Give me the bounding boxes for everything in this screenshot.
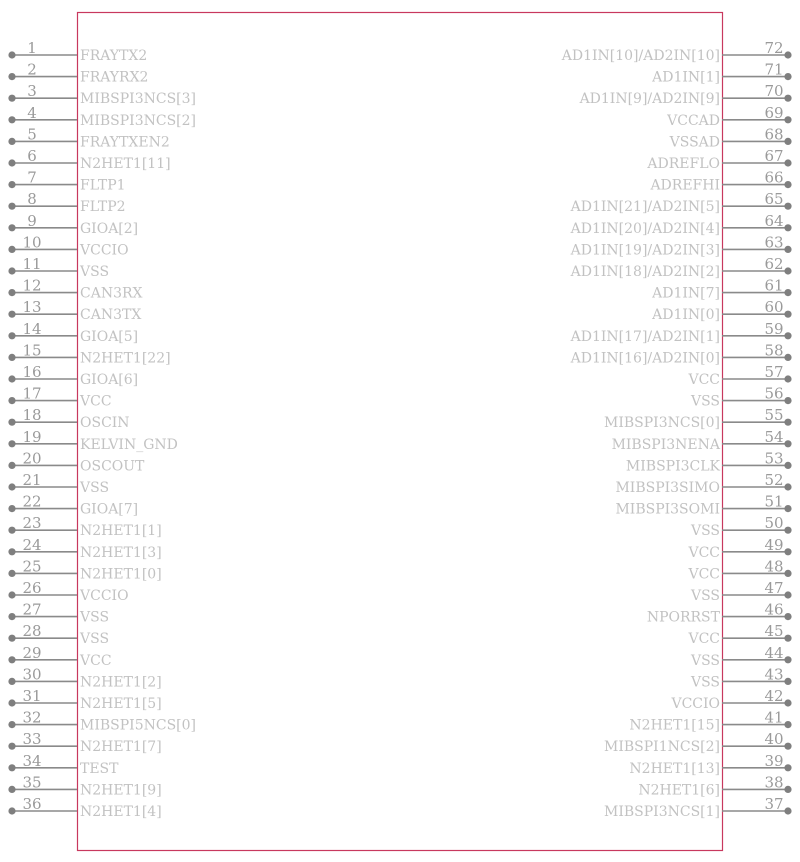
pin-name: VSS [690,674,720,691]
pin-endpoint-dot [8,332,15,339]
pin-name: MIBSPI3NCS[3] [80,91,196,108]
pin-number: 20 [22,449,42,468]
pin-name: VCCIO [80,588,129,604]
pin-number: 12 [22,276,42,295]
pin-name: FRAYTXEN2 [80,134,170,151]
pin-number: 66 [764,168,784,187]
pin-number: 8 [27,190,37,209]
pin-name: VCC [688,631,720,648]
pin-name: ADREFLO [647,156,720,172]
pin-endpoint-dot [8,375,15,382]
pin-name: FRAYRX2 [80,69,149,86]
pin-endpoint-dot [8,786,15,793]
pin-endpoint-dot [784,527,791,534]
pin-endpoint-dot [8,224,15,231]
pin-number: 4 [27,103,37,122]
pin-endpoint-dot [8,73,15,80]
pin-endpoint-dot [8,699,15,706]
pin-endpoint-dot [8,159,15,166]
pin-name: VSS [690,523,720,540]
pin-name: VSS [80,609,110,626]
pin-number: 16 [22,363,42,381]
pin-name: VCCIO [671,696,720,712]
pin-name: OSCOUT [80,458,145,475]
pin-endpoint-dot [8,354,15,361]
pin-endpoint-dot [8,721,15,728]
pin-endpoint-dot [784,786,791,793]
right-pin-column [561,39,792,820]
pin-name: VSSAD [669,134,720,151]
pin-number: 14 [22,319,42,338]
pin-endpoint-dot [784,311,791,318]
pin-endpoint-dot [8,570,15,577]
pin-endpoint-dot [8,419,15,426]
pin-name: TEST [80,760,119,777]
pin-endpoint-dot [784,51,791,58]
pin-endpoint-dot [8,138,15,145]
pin-endpoint-dot [8,591,15,598]
pin-endpoint-dot [8,807,15,814]
pin-endpoint-dot [8,267,15,274]
pin-number: 22 [22,492,42,511]
pin-endpoint-dot [8,743,15,750]
pin-endpoint-dot [784,246,791,253]
pin-number: 13 [22,298,42,317]
pin-name: VSS [690,393,720,410]
pin [579,82,792,107]
pin-name: NPORRST [646,609,720,626]
pin-name: VCC [688,544,720,561]
pin-name: AD1IN[7] [652,285,720,302]
pin-name: MIBSPI3NCS[2] [80,112,196,129]
pin-number: 18 [22,406,42,425]
pin-name: N2HET1[9] [80,782,162,799]
pin-number: 43 [764,665,784,684]
pin-endpoint-dot [784,656,791,663]
pin-endpoint-dot [8,764,15,771]
pin-endpoint-dot [784,73,791,80]
pin-name: GIOA[7] [80,501,139,518]
pin [8,190,125,215]
pin-name: MIBSPI3CLK [625,458,720,475]
pin-name: AD1IN[0] [652,307,720,324]
pin-number: 3 [27,82,37,101]
pin-name: AD1IN[9]/AD2IN[9] [579,91,720,108]
pin-number: 7 [27,168,37,187]
pin-name: VCCAD [667,112,720,129]
pin-endpoint-dot [8,203,15,210]
pin-name: AD1IN[17]/AD2IN[1] [570,328,720,345]
pin-number: 41 [764,708,784,727]
pin-number: 31 [22,687,42,705]
pin-name: VSS [690,588,720,604]
pin-name: N2HET1[13] [629,760,720,777]
pin-name: N2HET1[7] [80,739,162,756]
pin-number: 71 [764,60,784,79]
pin-name: AD1IN[10]/AD2IN[10] [561,48,720,64]
pin-endpoint-dot [784,505,791,512]
pin-number: 49 [764,535,784,554]
pin-number: 56 [764,384,784,403]
pin-number: 36 [22,795,42,813]
pin-number: 48 [764,557,784,576]
pin-name: AD1IN[21]/AD2IN[5] [570,199,720,216]
pin-name: VCC [688,372,720,388]
pin-number: 30 [22,665,42,684]
pin-name: N2HET1[22] [80,350,171,367]
pin-number: 46 [764,600,784,619]
pin-endpoint-dot [784,440,791,447]
pin-endpoint-dot [784,181,791,188]
pin [570,212,792,237]
pin-number: 9 [27,211,37,230]
pin-name: VCC [80,393,112,410]
pin-number: 53 [764,449,784,468]
pin-endpoint-dot [8,95,15,102]
pin-name: MIBSPI3NCS[1] [604,804,720,820]
pin-number: 19 [22,427,42,446]
pin-endpoint-dot [784,138,791,145]
pin-endpoint-dot [784,224,791,231]
pin [8,795,161,820]
pin-name: VSS [80,631,110,648]
pin-number: 17 [22,384,42,403]
pin-number: 23 [22,514,42,533]
pin-name: N2HET1[5] [80,696,162,712]
pin-number: 51 [764,492,784,511]
pin [570,190,792,215]
pin-endpoint-dot [784,483,791,490]
left-pin-column [8,39,196,820]
pin-number: 38 [764,773,784,792]
pin-number: 28 [22,622,42,641]
pin-endpoint-dot [784,721,791,728]
pin-endpoint-dot [784,116,791,123]
pin-number: 33 [22,730,42,749]
pin [604,730,792,755]
pin-number: 54 [764,427,784,446]
pin-name: N2HET1[4] [80,804,162,820]
pin-name: MIBSPI3NCS[0] [604,415,720,432]
pin-name: N2HET1[11] [80,156,171,172]
pin-number: 61 [764,276,784,295]
pin-endpoint-dot [784,354,791,361]
pin-endpoint-dot [8,311,15,318]
pin-name: GIOA[6] [80,372,139,388]
pin-endpoint-dot [784,419,791,426]
pin-name: GIOA[5] [80,328,139,345]
pin-number: 25 [22,557,42,576]
pin-number: 47 [764,579,784,597]
pin-number: 55 [764,406,784,425]
pin-number: 45 [764,622,784,641]
pin-name: MIBSPI5NCS[0] [80,717,196,734]
pin-endpoint-dot [8,51,15,58]
pin-endpoint-dot [8,656,15,663]
pin [561,39,792,64]
pin-name: FLTP2 [80,199,126,216]
pin-number: 59 [764,319,784,338]
pin-name: AD1IN[20]/AD2IN[4] [570,220,720,237]
pin-endpoint-dot [784,807,791,814]
pin-endpoint-dot [784,397,791,404]
pin-number: 69 [764,103,784,122]
pin-name: CAN3TX [80,307,142,324]
pin-number: 27 [22,600,42,619]
pin-number: 70 [764,82,784,101]
pin-endpoint-dot [8,246,15,253]
pin-endpoint-dot [784,332,791,339]
pin-number: 62 [764,255,784,273]
pin-endpoint-dot [8,678,15,685]
pin-name: VSS [690,652,720,669]
pin [604,795,792,820]
pin [604,406,792,431]
pin-number: 67 [764,147,784,165]
pin-number: 6 [27,147,37,165]
pin-endpoint-dot [784,635,791,642]
pin-endpoint-dot [8,505,15,512]
pin-endpoint-dot [784,95,791,102]
pin-number: 24 [22,535,42,554]
pin-endpoint-dot [8,397,15,404]
pin-number: 35 [22,773,42,792]
pin-number: 29 [22,643,42,662]
pin [570,233,792,258]
pin-number: 37 [764,795,784,813]
pin-number: 42 [764,687,784,705]
pin-number: 32 [22,708,42,727]
pin-endpoint-dot [784,375,791,382]
pin-endpoint-dot [8,440,15,447]
pin-name: MIBSPI3NENA [611,436,720,453]
pin-endpoint-dot [784,462,791,469]
pin-number: 1 [27,39,37,57]
pin-endpoint-dot [784,743,791,750]
pin-name: MIBSPI3SOMI [615,501,720,518]
pin-name: MIBSPI1NCS[2] [604,739,720,756]
pin-endpoint-dot [8,181,15,188]
pin-endpoint-dot [8,289,15,296]
pin-number: 44 [764,643,784,662]
pin-name: ADREFHI [650,177,720,194]
pin-name: FLTP1 [80,177,126,194]
pin-endpoint-dot [784,678,791,685]
pin-name: VCC [80,652,112,669]
pin-name: N2HET1[0] [80,566,162,583]
pin-name: VCCIO [80,242,129,259]
pin-name: OSCIN [80,415,130,432]
pin-endpoint-dot [8,483,15,490]
pin-number: 39 [764,751,784,770]
pin-number: 5 [27,125,37,144]
pin-name: N2HET1[3] [80,544,162,561]
pin-number: 40 [764,730,784,749]
pin-endpoint-dot [784,548,791,555]
pin-number: 10 [22,233,42,252]
pin-endpoint-dot [784,699,791,706]
pin-name: VCC [688,566,720,583]
pin-endpoint-dot [784,764,791,771]
pin-name: N2HET1[15] [629,717,720,734]
pin-name: MIBSPI3SIMO [615,480,720,496]
pin-endpoint-dot [784,267,791,274]
pin [8,169,125,194]
pin-name: AD1IN[1] [652,69,720,86]
pin [570,320,792,345]
pin-endpoint-dot [784,570,791,577]
pin-number: 58 [764,341,784,360]
pin-endpoint-dot [784,159,791,166]
pin-number: 15 [22,341,42,360]
pin-endpoint-dot [784,289,791,296]
pin-name: AD1IN[19]/AD2IN[3] [570,242,720,259]
pin-number: 57 [764,363,784,381]
pin-name: N2HET1[1] [80,523,162,540]
pin-endpoint-dot [8,613,15,620]
pin-endpoint-dot [784,203,791,210]
pin-number: 34 [22,751,42,770]
pin-endpoint-dot [8,635,15,642]
pin-number: 64 [764,211,784,230]
pin-name: KELVIN_GND [80,436,178,453]
pin [570,255,792,280]
pin-number: 72 [764,39,784,57]
pin-number: 26 [22,579,42,597]
pin-number: 11 [22,255,42,273]
pin-number: 50 [764,514,784,533]
pin-name: VSS [80,264,110,280]
pin-number: 68 [764,125,784,144]
pin-number: 60 [764,298,784,317]
pin-endpoint-dot [8,116,15,123]
pin-number: 21 [22,471,42,489]
pin-number: 63 [764,233,784,252]
pin-name: VSS [80,480,110,496]
pin-name: GIOA[2] [80,220,139,237]
pin-endpoint-dot [8,527,15,534]
pin-number: 2 [27,60,37,79]
pin-name: N2HET1[2] [80,674,162,691]
pin-name: CAN3RX [80,285,143,302]
pin-name: N2HET1[6] [638,782,720,799]
pin [570,341,792,366]
pin-endpoint-dot [784,613,791,620]
pin-number: 52 [764,471,784,489]
pin-endpoint-dot [8,548,15,555]
pin-number: 65 [764,190,784,209]
pin-name: FRAYTX2 [80,48,148,64]
pin-endpoint-dot [784,591,791,598]
pin-name: AD1IN[18]/AD2IN[2] [570,264,720,280]
pin-name: AD1IN[16]/AD2IN[0] [570,350,720,367]
pin-endpoint-dot [8,462,15,469]
